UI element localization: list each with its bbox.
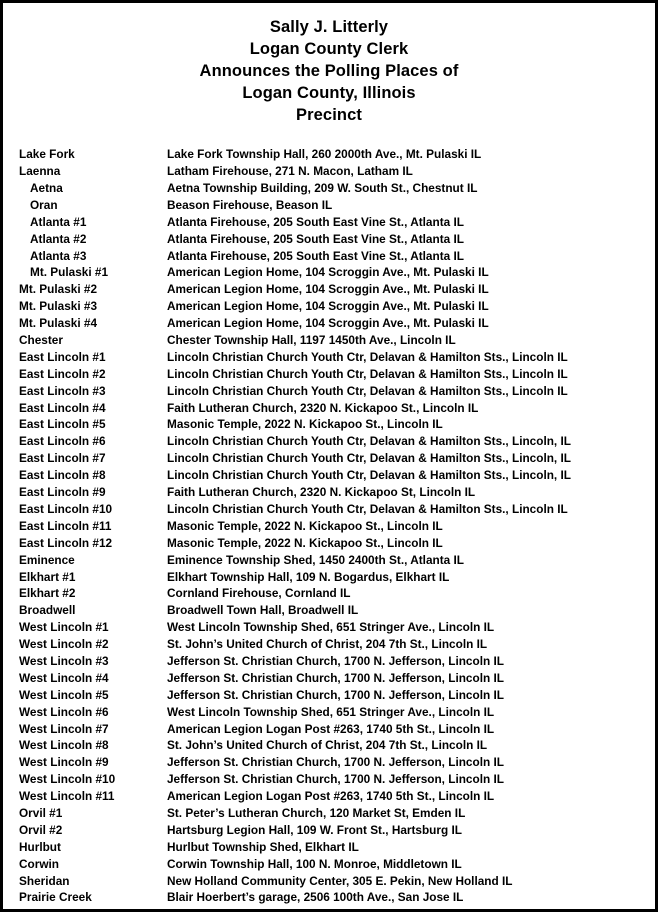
precinct-location: American Legion Logan Post #263, 1740 5th St., Lincoln IL bbox=[167, 721, 495, 736]
table-row bbox=[19, 822, 639, 839]
precinct-name: West Lincoln #6 bbox=[19, 704, 109, 719]
precinct-name: Atlanta #2 bbox=[30, 231, 87, 246]
precinct-location: St. Peter’s Lutheran Church, 120 Market St, Emden IL bbox=[167, 805, 466, 820]
precinct-location: Atlanta Firehouse, 205 South East Vine St., Atlanta IL bbox=[167, 214, 464, 229]
precinct-name: West Lincoln #11 bbox=[19, 789, 115, 804]
polling-places-body bbox=[19, 147, 639, 907]
table-row bbox=[19, 586, 639, 603]
table-row bbox=[19, 670, 639, 687]
precinct-name: Elkhart #1 bbox=[19, 569, 76, 584]
header-body-spacer bbox=[19, 127, 639, 147]
precinct-location: Lake Fork Township Hall, 260 2000th Ave., Mt. Pulaski IL bbox=[167, 147, 482, 162]
precinct-location: Jefferson St. Christian Church, 1700 N. Jefferson, Lincoln IL bbox=[167, 687, 504, 702]
table-row bbox=[19, 721, 639, 738]
header-clerk-name: Sally J. Litterly bbox=[269, 18, 389, 36]
table-row bbox=[19, 890, 639, 907]
precinct-name: West Lincoln #1 bbox=[19, 620, 109, 635]
precinct-name: Prairie Creek bbox=[19, 890, 92, 905]
precinct-name: East Lincoln #4 bbox=[19, 400, 106, 415]
precinct-name: Lake Fork bbox=[19, 147, 75, 162]
precinct-name: Orvil #2 bbox=[19, 822, 63, 837]
table-row bbox=[19, 332, 639, 349]
table-row bbox=[19, 772, 639, 789]
precinct-location: Lincoln Christian Church Youth Ctr, Delavan & Hamilton Sts., Lincoln IL bbox=[167, 501, 568, 516]
precinct-location: St. John’s United Church of Christ, 204 7th St., Lincoln IL bbox=[167, 738, 488, 753]
precinct-location: Masonic Temple, 2022 N. Kickapoo St., Lincoln IL bbox=[167, 518, 443, 533]
precinct-location: Blair Hoerbert’s garage, 2506 100th Ave., San Jose IL bbox=[167, 890, 464, 905]
precinct-location: Lincoln Christian Church Youth Ctr, Delavan & Hamilton Sts., Lincoln IL bbox=[167, 349, 568, 364]
precinct-name: Eminence bbox=[19, 552, 75, 567]
polling-places-table bbox=[19, 147, 639, 907]
table-row bbox=[19, 400, 639, 417]
precinct-location: Eminence Township Shed, 1450 2400th St., Atlanta IL bbox=[167, 552, 464, 567]
precinct-name: West Lincoln #3 bbox=[19, 653, 109, 668]
precinct-name: East Lincoln #12 bbox=[19, 535, 113, 550]
precinct-name: Chester bbox=[19, 333, 63, 348]
precinct-location: Atlanta Firehouse, 205 South East Vine St., Atlanta IL bbox=[167, 231, 464, 246]
precinct-name: Orvil #1 bbox=[19, 805, 63, 820]
precinct-location: Latham Firehouse, 271 N. Macon, Latham IL bbox=[167, 164, 413, 179]
table-row bbox=[19, 349, 639, 366]
precinct-location: American Legion Home, 104 Scroggin Ave., Mt. Pulaski IL bbox=[167, 299, 489, 314]
precinct-name: West Lincoln #7 bbox=[19, 721, 109, 736]
table-row bbox=[19, 282, 639, 299]
precinct-name: East Lincoln #11 bbox=[19, 518, 112, 533]
precinct-name: West Lincoln #5 bbox=[19, 687, 109, 702]
precinct-name: Laenna bbox=[19, 164, 61, 179]
precinct-name: West Lincoln #2 bbox=[19, 637, 109, 652]
precinct-location: American Legion Home, 104 Scroggin Ave., Mt. Pulaski IL bbox=[167, 265, 489, 280]
table-row bbox=[19, 231, 639, 248]
precinct-location: West Lincoln Township Shed, 651 Stringer Ave., Lincoln IL bbox=[167, 704, 495, 719]
precinct-name: West Lincoln #4 bbox=[19, 670, 109, 685]
precinct-location: American Legion Home, 104 Scroggin Ave., Mt. Pulaski IL bbox=[167, 316, 489, 331]
precinct-name: East Lincoln #9 bbox=[19, 485, 106, 500]
header-announcement: Announces the Polling Places of bbox=[199, 61, 459, 80]
precinct-location: Jefferson St. Christian Church, 1700 N. Jefferson, Lincoln IL bbox=[167, 670, 504, 685]
table-row bbox=[19, 738, 639, 755]
precinct-location: Elkhart Township Hall, 109 N. Bogardus, Elkhart IL bbox=[167, 569, 450, 584]
header-county: Logan County, Illinois bbox=[242, 83, 416, 102]
table-row bbox=[19, 805, 639, 822]
table-row bbox=[19, 299, 639, 316]
table-row bbox=[19, 197, 639, 214]
precinct-name: Mt. Pulaski #3 bbox=[19, 299, 98, 314]
table-row bbox=[19, 214, 639, 231]
precinct-name: Mt. Pulaski #4 bbox=[19, 316, 98, 331]
table-row bbox=[19, 485, 639, 502]
precinct-location: Beason Firehouse, Beason IL bbox=[167, 197, 333, 212]
table-row bbox=[19, 518, 639, 535]
precinct-location: Jefferson St. Christian Church, 1700 N. Jefferson, Lincoln IL bbox=[167, 755, 504, 770]
precinct-location: Atlanta Firehouse, 205 South East Vine St., Atlanta IL bbox=[167, 248, 464, 263]
precinct-location: Lincoln Christian Church Youth Ctr, Delavan & Hamilton Sts., Lincoln, IL bbox=[167, 468, 571, 483]
precinct-name: East Lincoln #8 bbox=[19, 468, 106, 483]
table-row bbox=[19, 687, 639, 704]
precinct-location: Lincoln Christian Church Youth Ctr, Delavan & Hamilton Sts., Lincoln, IL bbox=[167, 451, 571, 466]
table-row bbox=[19, 265, 639, 282]
table-row bbox=[19, 147, 639, 164]
table-row bbox=[19, 468, 639, 485]
table-row bbox=[19, 789, 639, 806]
table-row bbox=[19, 451, 639, 468]
precinct-location: Lincoln Christian Church Youth Ctr, Delavan & Hamilton Sts., Lincoln IL bbox=[167, 366, 568, 381]
precinct-name: East Lincoln #5 bbox=[19, 417, 106, 432]
precinct-name: East Lincoln #3 bbox=[19, 383, 106, 398]
table-row bbox=[19, 637, 639, 654]
table-row bbox=[19, 704, 639, 721]
precinct-location: Jefferson St. Christian Church, 1700 N. Jefferson, Lincoln IL bbox=[167, 772, 504, 787]
table-row bbox=[19, 501, 639, 518]
document-header bbox=[19, 17, 639, 127]
precinct-name: East Lincoln #6 bbox=[19, 434, 106, 449]
precinct-name: East Lincoln #10 bbox=[19, 501, 113, 516]
precinct-location: Hurlbut Township Shed, Elkhart IL bbox=[167, 839, 359, 854]
table-row bbox=[19, 383, 639, 400]
precinct-name: Oran bbox=[30, 197, 58, 212]
table-row bbox=[19, 603, 639, 620]
precinct-location: Masonic Temple, 2022 N. Kickapoo St., Lincoln IL bbox=[167, 417, 443, 432]
precinct-name: Atlanta #1 bbox=[30, 214, 87, 229]
precinct-name: Corwin bbox=[19, 856, 59, 871]
precinct-name: East Lincoln #7 bbox=[19, 451, 106, 466]
precinct-name: Atlanta #3 bbox=[30, 248, 87, 263]
table-row bbox=[19, 839, 639, 856]
precinct-location: Masonic Temple, 2022 N. Kickapoo St., Lincoln IL bbox=[167, 535, 443, 550]
precinct-name: Aetna bbox=[30, 181, 63, 196]
precinct-location: Lincoln Christian Church Youth Ctr, Delavan & Hamilton Sts., Lincoln IL bbox=[167, 383, 568, 398]
precinct-location: Cornland Firehouse, Cornland IL bbox=[167, 586, 351, 601]
precinct-name: Hurlbut bbox=[19, 839, 61, 854]
precinct-location: Broadwell Town Hall, Broadwell IL bbox=[167, 603, 359, 618]
precinct-location: New Holland Community Center, 305 E. Pekin, New Holland IL bbox=[167, 873, 513, 888]
precinct-location: American Legion Home, 104 Scroggin Ave., Mt. Pulaski IL bbox=[167, 282, 489, 297]
precinct-location: Faith Lutheran Church, 2320 N. Kickapoo St, Lincoln IL bbox=[167, 485, 476, 500]
table-row bbox=[19, 366, 639, 383]
header-clerk-title: Logan County Clerk bbox=[249, 39, 409, 58]
table-row bbox=[19, 316, 639, 333]
precinct-location: Faith Lutheran Church, 2320 N. Kickapoo St., Lincoln IL bbox=[167, 400, 479, 415]
precinct-name: Elkhart #2 bbox=[19, 586, 76, 601]
table-row bbox=[19, 653, 639, 670]
precinct-name: Mt. Pulaski #1 bbox=[30, 265, 109, 280]
precinct-location: West Lincoln Township Shed, 651 Stringer Ave., Lincoln IL bbox=[167, 620, 495, 635]
table-row bbox=[19, 755, 639, 772]
table-row bbox=[19, 873, 639, 890]
precinct-location: American Legion Logan Post #263, 1740 5th St., Lincoln IL bbox=[167, 789, 495, 804]
precinct-name: East Lincoln #2 bbox=[19, 366, 106, 381]
precinct-name: East Lincoln #1 bbox=[19, 349, 106, 364]
table-row bbox=[19, 552, 639, 569]
table-row bbox=[19, 417, 639, 434]
precinct-location: St. John’s United Church of Christ, 204 7th St., Lincoln IL bbox=[167, 637, 488, 652]
table-row bbox=[19, 180, 639, 197]
precinct-location: Chester Township Hall, 1197 1450th Ave., Lincoln IL bbox=[167, 333, 456, 348]
precinct-name: Broadwell bbox=[19, 603, 76, 618]
precinct-location: Corwin Township Hall, 100 N. Monroe, Middletown IL bbox=[167, 856, 462, 871]
precinct-location: Jefferson St. Christian Church, 1700 N. Jefferson, Lincoln IL bbox=[167, 653, 504, 668]
precinct-name: West Lincoln #8 bbox=[19, 738, 109, 753]
table-row bbox=[19, 620, 639, 637]
table-row bbox=[19, 535, 639, 552]
precinct-name: Sheridan bbox=[19, 873, 70, 888]
table-row bbox=[19, 569, 639, 586]
precinct-name: West Lincoln #9 bbox=[19, 755, 109, 770]
precinct-name: West Lincoln #10 bbox=[19, 772, 116, 787]
table-row bbox=[19, 856, 639, 873]
precinct-location: Hartsburg Legion Hall, 109 W. Front St., Hartsburg IL bbox=[167, 822, 462, 837]
header-precinct-label: Precinct bbox=[296, 105, 362, 124]
table-row bbox=[19, 164, 639, 181]
table-row bbox=[19, 434, 639, 451]
precinct-name: Mt. Pulaski #2 bbox=[19, 282, 98, 297]
precinct-location: Aetna Township Building, 209 W. South St., Chestnut IL bbox=[167, 181, 478, 196]
precinct-location: Lincoln Christian Church Youth Ctr, Delavan & Hamilton Sts., Lincoln, IL bbox=[167, 434, 571, 449]
table-row bbox=[19, 248, 639, 265]
